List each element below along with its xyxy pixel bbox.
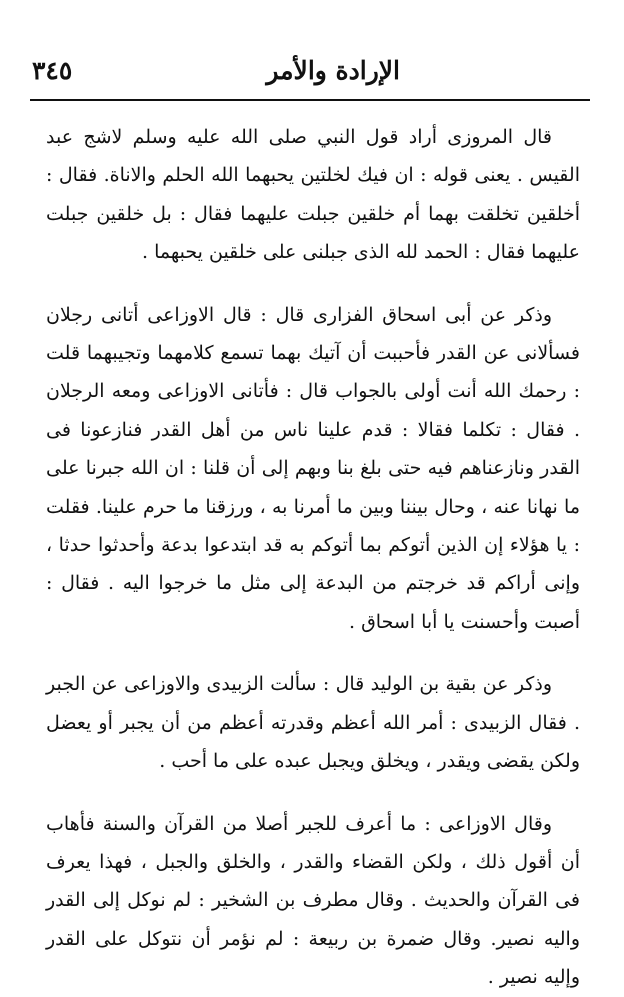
- page-header: [30, 52, 590, 98]
- body-text: [46, 118, 580, 997]
- header-rule: [30, 99, 590, 101]
- running-title: الإرادة والأمر: [266, 56, 400, 85]
- page-number: ٣٤٥: [32, 56, 73, 85]
- paragraph-1: قال المروزى أراد قول النبي صلى الله عليه وسلم لاشج عبد القيس . يعنى قوله : ان فيك لخلتين يحبهما الله الحلم والاناة. فقال : أخلقين تخلقت بهما أم خلقين جبلت عليهما فقال : بل خلقين جبلت عليهما فقال : الحمد لله الذى جبلنى على خلقين يحبهما .: [46, 126, 580, 264]
- paragraph-4: وقال الاوزاعى : ما أعرف للجبر أصلا من القرآن والسنة فأهاب أن أقول ذلك ، ولكن القضاء والقدر ، والخلق والجبل ، فهذا يعرف فى القرآن والحديث . وقال مطرف بن الشخير : لم نوكل إلى القدر واليه نصير. وقال ضمرة بن ربيعة : لم نؤمر أن نتوكل على القدر وإليه نصير .: [46, 812, 580, 989]
- paragraph-2: وذكر عن أبى اسحاق الفزارى قال : قال الاوزاعى أتانى رجلان فسألانى عن القدر فأحببت أن آتيك بهما تسمع كلامهما وتجيبهما قلت : رحمك الله أنت أولى بالجواب قال : فأتانى الاوزاعى ومعه الرجلان . فقال : تكلما فقالا : قدم علينا ناس من أهل القدر فنازعونا فى القدر ونازعناهم فيه حتى بلغ بنا وبهم إلى أن قلنا : ان الله جبرنا على ما نهانا عنه ، وحال بيننا وبين ما أمرنا به ، ورزقنا ما حرم علينا. فقلت : يا هؤلاء إن الذين أتوكم بما أتوكم به قد ابتدعوا بدعة وأحدثوا حدثا ، وإنى أراكم قد خرجتم من البدعة إلى مثل ما خرجوا اليه . فقال : أصبت وأحسنت يا أبا اسحاق .: [46, 303, 580, 633]
- paragraph-3: وذكر عن بقية بن الوليد قال : سألت الزبيدى والاوزاعى عن الجبر . فقال الزبيدى : أمر الله أعظم وقدرته أعظم من أن يجبر أو يعضل ولكن يقضى ويقدر ، ويخلق ويجبل عبده على ما أحب .: [46, 673, 580, 773]
